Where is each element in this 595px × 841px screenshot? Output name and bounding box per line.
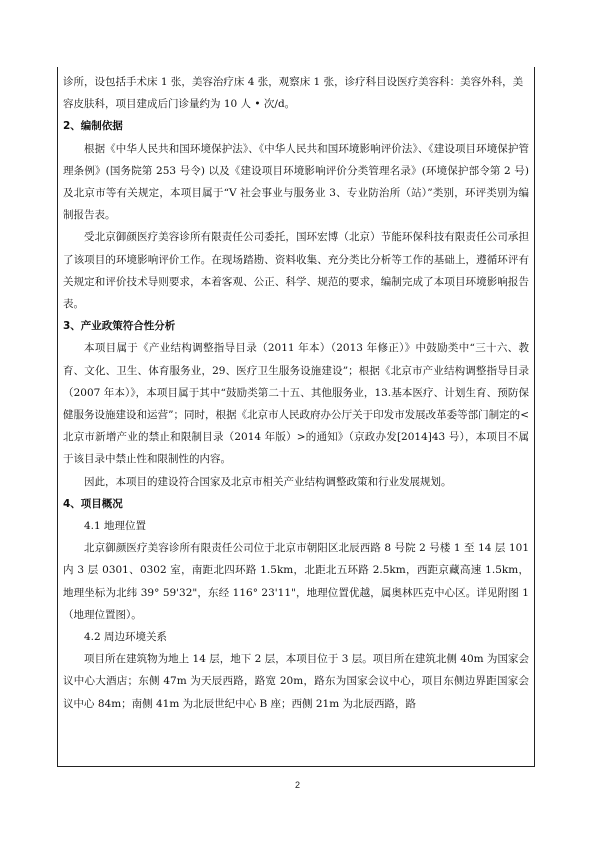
section-heading-2: 2、编制依据 [63, 120, 123, 133]
section-heading-3: 3、产业政策符合性分析 [63, 320, 176, 333]
paragraph-surroundings: 项目所在建筑物为地上 14 层，地下 2 层，本项目位于 3 层。项目所在建筑北侧 40m 为国家会议中心大酒店；东侧 47m 为天辰西路，路宽 20m，路东为国家会议中心，项目东侧边界距国家会议中心 84m；南侧 41m 为北辰世纪中心 B 座；西侧 21m 为北辰西路，路 [63, 653, 529, 710]
section-heading-4: 4、项目概况 [63, 497, 123, 510]
paragraph-basis: 根据《中华人民共和国环境保护法》、《中华人民共和国环境影响评价法》、《建设项目环境保护管理条例》(国务院第 253 号令) 以及《建设项目环境影响评价分类管理名录》(环境保护部令第 2 号) 及北京市等有关规定，本项目属于“V 社会事业与服务业 3、专业防治所（站）”类别，环评类别为编制报告表。 [63, 142, 529, 222]
document-frame [57, 67, 535, 767]
paragraph-conclusion: 因此，本项目的建设符合国家及北京市相关产业结构调整政策和行业发展规划。 [84, 475, 452, 488]
page-number: 2 [294, 780, 300, 790]
paragraph-policy: 本项目属于《产业结构调整指导目录（2011 年本）（2013 年修正）》中鼓励类中“三十六、教育、文化、卫生、体育服务业，29、医疗卫生服务设施建设”；根据《北京市产业结构调整指导目录（2007 年本）》，本项目属于其中“鼓励类第二十五、其他服务业，13.基本医疗、计划生育、预防保健服务设施建设和运营”；同时，根据《北京市人民政府办公厅关于印发市发展改革委等部门制定的<北京市新增产业的禁止和限制目录（2014 年版）>的通知》（京政办发[2014]43 号），本项目不属于该目录中禁止性和限制性的内容。 [63, 342, 529, 466]
paragraph-location: 北京御颜医疗美容诊所有限责任公司位于北京市朝阳区北辰西路 8 号院 2 号楼 1 至 14 层 101 内 3 层 0301、0302 室，南距北四环路 1.5km，北距北五环路 2.5km，西距京藏高速 1.5km，地理坐标为北纬 39° 59'32"，东经 116° 23'11"，地理位置优越，属奥林匹克中心区。详见附图 1（地理位置图）。 [63, 542, 529, 621]
paragraph-continuation: 诊所，设包括手术床 1 张，美容治疗床 4 张，观察床 1 张，诊疗科目设医疗美容科：美容外科，美容皮肤科，项目建成后门诊量约为 10 人 • 次/d。 [63, 76, 524, 111]
subsection-heading-4-1: 4.1 地理位置 [84, 520, 147, 533]
paragraph-commission: 受北京御颜医疗美容诊所有限责任公司委托，国环宏博（北京）节能环保科技有限责任公司承担了该项目的环境影响评价工作。在现场踏勘、资料收集、充分类比分析等工作的基础上，遵循环评有关规定和评价技术导则要求，本着客观、公正、科学、规范的要求，编制完成了本项目环境影响报告表。 [63, 231, 529, 311]
subsection-heading-4-2: 4.2 周边环境关系 [84, 631, 168, 644]
